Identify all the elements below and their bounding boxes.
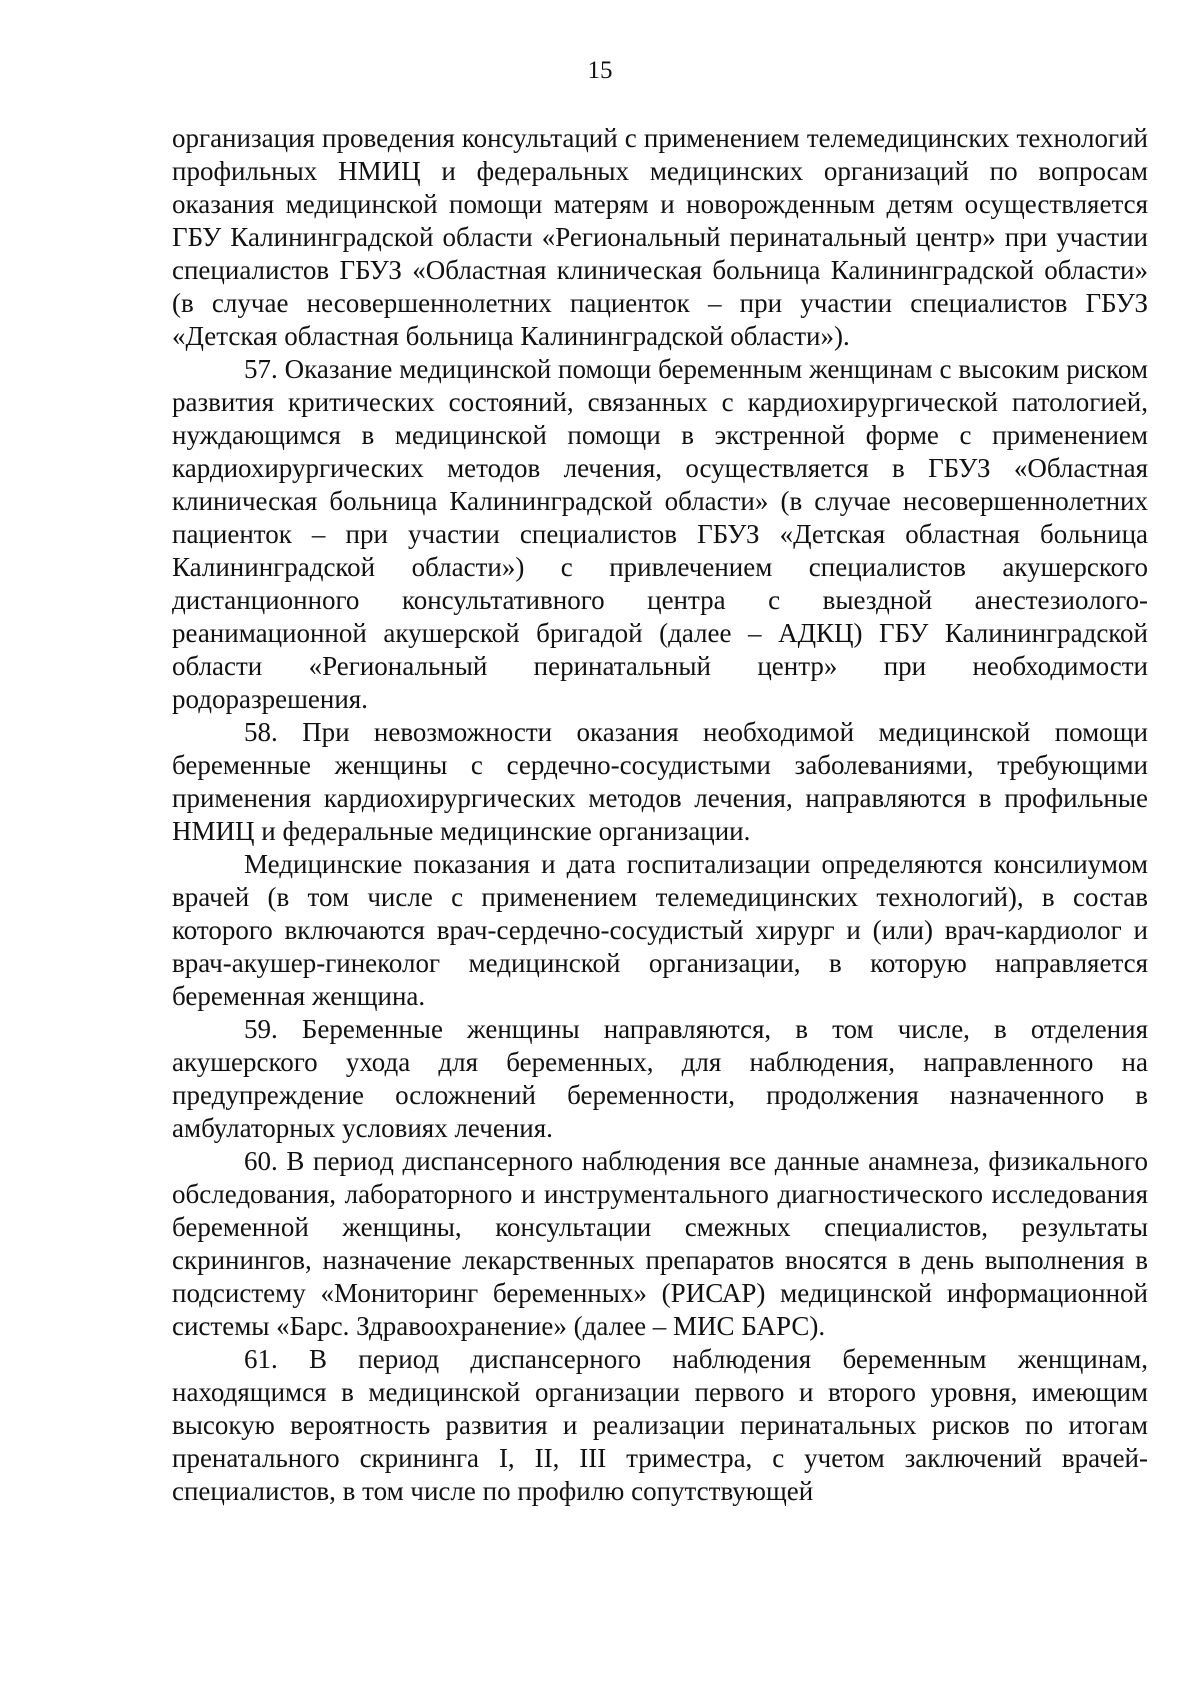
paragraph-57: 57. Оказание медицинской помощи беременным женщинам с высоким риском развития критических состояний, связанных с кардиохирургической патологией, нуждающимся в медицинской помощи в экстренной форме с применением кардиохирургических методов лечения, осуществляется в ГБУЗ «Областная клиническая больница Калининградской области» (в случае несовершеннолетних пациенток – при участии специалистов ГБУЗ «Детская областная больница Калининградской области») с привлечением специалистов акушерского дистанционного консультативного центра с выездной анестезиолого-реанимационной акушерской бригадой (далее – АДКЦ) ГБУ Калининградской области «Региональный перинатальный центр» при необходимости родоразрешения. <box>172 354 1148 714</box>
paragraph-58: 58. При невозможности оказания необходимой медицинской помощи беременные женщины с сердечно-сосудистыми заболеваниями, требующими применения кардиохирургических методов лечения, направляются в профильные НМИЦ и федеральные медицинские организации. <box>172 717 1148 846</box>
paragraph-60: 60. В период диспансерного наблюдения все данные анамнеза, физикального обследования, лабораторного и инструментального диагностического исследования беременной женщины, консультации смежных специалистов, результаты скринингов, назначение лекарственных препаратов вносятся в день выполнения в подсистему «Мониторинг беременных» (РИСАР) медицинской информационной системы «Барс. Здравоохранение» (далее – МИС БАРС). <box>172 1146 1148 1341</box>
paragraph-61: 61. В период диспансерного наблюдения беременным женщинам, находящимся в медицинской организации первого и второго уровня, имеющим высокую вероятность развития и реализации перинатальных рисков по итогам пренатального скрининга I, II, III триместра, с учетом заключений врачей-специалистов, в том числе по профилю сопутствующей <box>172 1344 1148 1506</box>
paragraph-58-indications: Медицинские показания и дата госпитализации определяются консилиумом врачей (в том числе с применением телемедицинских технологий), в состав которого включаются врач-сердечно-сосудистый хирург и (или) врач-кардиолог и врач-акушер-гинеколог медицинской организации, в которую направляется беременная женщина. <box>172 849 1148 1011</box>
paragraph-59: 59. Беременные женщины направляются, в том числе, в отделения акушерского ухода для беременных, для наблюдения, направленного на предупреждение осложнений беременности, продолжения назначенного в амбулаторных условиях лечения. <box>172 1014 1148 1143</box>
page-number: 15 <box>587 57 613 84</box>
paragraph-continuation: организация проведения консультаций с применением телемедицинских технологий профильных НМИЦ и федеральных медицинских организаций по вопросам оказания медицинской помощи матерям и новорожденным детям осуществляется ГБУ Калининградской области «Региональный перинатальный центр» при участии специалистов ГБУЗ «Областная клиническая больница Калининградской области» (в случае несовершеннолетних пациенток – при участии специалистов ГБУЗ «Детская областная больница Калининградской области»). <box>172 123 1148 351</box>
document-body <box>172 122 1148 1508</box>
